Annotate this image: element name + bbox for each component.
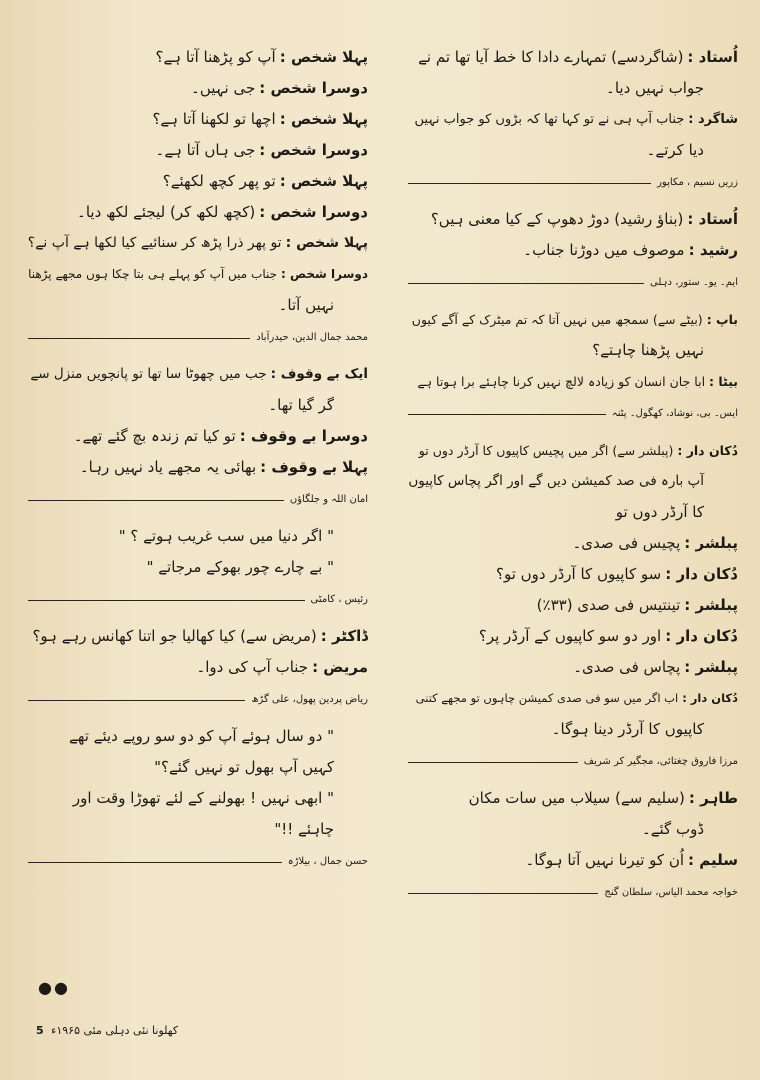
joke-doctor-patient	[28, 621, 368, 683]
dialogue-text: موصوف میں دوڑنا جناب۔	[523, 241, 685, 259]
dialogue-line	[28, 42, 368, 73]
dialogue-text: اور دو سو کاپیوں کے آرڈر پر؟	[478, 627, 662, 645]
speaker-label: پہلا شخص :	[279, 172, 368, 190]
dialogue-line	[28, 73, 368, 104]
credit-rule	[28, 338, 250, 339]
credit-rule	[408, 414, 606, 415]
dialogue-text: (سلیم سے) سیلاب میں سات مکان	[468, 789, 685, 807]
dialogue-text: جب میں چھوٹا سا تھا تو پانچویں منزل سے	[30, 366, 267, 382]
joke-teacher-student	[408, 42, 738, 166]
dialogue-text: تو پھر ذرا پڑھ کر سنائیے کیا لکھا ہے آپ نے؟	[27, 235, 282, 251]
credit-text: ریاض پردین پھول، علی گڑھ	[251, 694, 368, 705]
dialogue-text: جناب میں آپ کو پہلے ہی بتا چکا ہوں مجھے پڑھنا	[28, 267, 278, 281]
credit-text: مرزا فاروق چغتائی، مجگیر کر شریف	[583, 756, 738, 767]
credit-rule	[28, 600, 305, 601]
dialogue-text: تینتیس فی صدی (۳۳٪)	[536, 596, 681, 614]
credit-rule	[408, 893, 598, 894]
page-footer	[36, 1024, 178, 1037]
dialogue-text: (کچھ لکھ کر) لیجئے لکھ دیا۔	[77, 203, 256, 221]
dialogue-line	[408, 845, 738, 876]
credit	[408, 884, 738, 902]
joke-tahir-saleem	[408, 783, 738, 876]
credit-text: رئیس ، کامٹی	[310, 594, 368, 605]
credit-rule	[408, 283, 644, 284]
dialogue-line	[28, 552, 368, 583]
dialogue-line	[408, 652, 738, 683]
dialogue-line	[28, 228, 368, 259]
dialogue-text: " اگر دنیا میں سب غریب ہوتے ؟ "	[118, 527, 334, 545]
speaker-label: دوسرا شخص :	[259, 141, 368, 159]
credit-text: خواجہ محمد الیاس، سلطان گنج	[604, 887, 738, 898]
speaker-label: ایک بے وقوف :	[270, 366, 368, 382]
speaker-label: پہلا شخص :	[279, 110, 368, 128]
dialogue-text: جی ہاں آتا ہے۔	[155, 141, 256, 159]
dialogue-line	[28, 721, 368, 752]
dialogue-line	[408, 73, 738, 104]
speaker-label: پہلا شخص :	[279, 48, 368, 66]
speaker-label: پبلشر :	[684, 534, 738, 552]
credit	[28, 591, 368, 609]
dialogue-text: آپ کو پڑھنا آتا ہے؟	[155, 48, 276, 66]
credit	[408, 274, 738, 292]
dialogue-line	[408, 304, 738, 335]
speaker-label: پہلا شخص :	[285, 235, 368, 251]
dialogue-text: بھائی یہ مجھے یاد نہیں رہا۔	[79, 458, 257, 476]
credit-text: حسن جمال ، بیلاڑہ	[287, 856, 368, 867]
dialogue-text: " ابھی نہیں ! بھولنے کے لئے تھوڑا وقت اور	[72, 789, 334, 807]
dialogue-line	[28, 752, 368, 783]
dialogue-text: پچاس فی صدی۔	[573, 658, 681, 676]
credit-rule	[28, 862, 282, 863]
speaker-label: ڈاکٹر :	[320, 627, 368, 645]
dialogue-line	[408, 814, 738, 845]
credit	[408, 753, 738, 771]
dialogue-text: کہیں آپ بھول تو نہیں گئے؟"	[154, 758, 334, 776]
dialogue-line	[28, 452, 368, 483]
dialogue-text: اب اگر میں سو فی صدی کمیشن چاہوں تو مجھے کتنی	[415, 691, 679, 705]
dialogue-line	[28, 783, 368, 814]
dialogue-text: جواب نہیں دیا۔	[606, 79, 704, 97]
credit-text: امان اللہ و جلگاؤں	[289, 494, 368, 505]
footer-text: کھلونا نئی دہلی مئی ۱۹۶۵ء	[51, 1024, 179, 1037]
dialogue-text: نہیں پڑھنا چاہتے؟	[592, 341, 704, 359]
dialogue-text: " بے چارے چور بھوکے مرجاتے "	[146, 558, 334, 576]
joke-father-son	[408, 304, 738, 397]
dialogue-text: (بناؤ رشید) دوڑ دھوپ کے کیا معنی ہیں؟	[430, 210, 684, 228]
credit	[28, 691, 368, 709]
dialogue-line	[28, 621, 368, 652]
credit	[408, 405, 738, 423]
credit-text: ایم۔ یو۔ ستور، دہلی	[650, 277, 738, 288]
dialogue-text: (مریض سے) کیا کھالیا جو اتنا کھانس رہے ہو؟	[32, 627, 317, 645]
dialogue-line	[28, 814, 368, 845]
dialogue-line	[28, 521, 368, 552]
dialogue-line	[408, 590, 738, 621]
credit-rule	[28, 700, 245, 701]
speaker-label: دوسرا شخص :	[259, 79, 368, 97]
joke-teacher-rashid	[408, 204, 738, 266]
dialogue-line	[408, 559, 738, 590]
joke-poor-world	[28, 521, 368, 583]
dialogue-text: اچھا تو لکھنا آتا ہے؟	[152, 110, 276, 128]
joke-loan	[28, 721, 368, 845]
dialogue-line	[408, 783, 738, 814]
speaker-label: پبلشر :	[684, 596, 738, 614]
speaker-label: بیٹا :	[709, 374, 738, 389]
credit-rule	[28, 500, 284, 501]
dialogue-line	[408, 42, 738, 73]
dialogue-text: چاہئے !!"	[274, 820, 334, 838]
dialogue-line	[408, 204, 738, 235]
credit	[28, 329, 368, 347]
dialogue-text: کا آرڈر دوں تو	[615, 503, 704, 521]
dialogue-line	[28, 652, 368, 683]
credit-rule	[408, 762, 578, 763]
speaker-label: سلیم :	[688, 851, 738, 869]
dialogue-text: اُن کو تیرنا نہیں آتا ہوگا۔	[525, 851, 685, 869]
speaker-label: پبلشر :	[684, 658, 738, 676]
credit-rule	[408, 183, 651, 184]
speaker-label: طاہر :	[688, 789, 738, 807]
dialogue-text: " دو سال ہوئے آپ کو دو سو روپے دیئے تھے	[69, 727, 334, 745]
dialogue-line	[408, 683, 738, 714]
dialogue-text: کاپیوں کا آرڈر دینا ہوگا۔	[551, 720, 704, 738]
speaker-label: دُکان دار :	[682, 691, 738, 705]
dialogue-line	[28, 390, 368, 421]
dialogue-text: جناب آپ کی دوا۔	[196, 658, 309, 676]
dialogue-line	[28, 104, 368, 135]
speaker-label: دُکان دار :	[665, 627, 738, 645]
dialogue-text: جی نہیں۔	[191, 79, 256, 97]
dialogue-text: گر گیا تھا۔	[268, 396, 334, 414]
joke-two-persons	[28, 42, 368, 321]
credit	[28, 491, 368, 509]
speaker-label: باپ :	[706, 312, 738, 327]
speaker-label: اُستاد :	[687, 210, 738, 228]
left-column	[28, 42, 368, 883]
speaker-label: پہلا بے وقوف :	[260, 458, 368, 476]
dialogue-line	[408, 497, 738, 528]
credit-text: زریں نسیم ، مکاپور	[657, 177, 738, 188]
speaker-label: دُکان دار :	[665, 565, 738, 583]
dialogue-text: (بیٹے سے) سمجھ میں نہیں آتا کہ تم میٹرک کے آگے کیوں	[411, 312, 703, 327]
dialogue-text: (شاگردسے) تمہارے دادا کا خط آیا تھا تم نے	[418, 48, 684, 66]
dialogue-line	[408, 466, 738, 497]
speaker-label: شاگرد :	[688, 112, 738, 127]
dialogue-line	[408, 135, 738, 166]
dialogue-text: تو پھر کچھ لکھئے؟	[162, 172, 276, 190]
dialogue-text: دیا کرتے۔	[646, 141, 704, 159]
joke-shopkeeper-publisher	[408, 435, 738, 745]
dialogue-text: آپ بارہ فی صد کمیشن دیں گے اور اگر پچاس کاپیوں	[408, 473, 704, 489]
dialogue-text: نہیں آتا۔	[278, 296, 334, 314]
credit	[28, 853, 368, 871]
speaker-label: دوسرا شخص :	[281, 267, 368, 281]
dialogue-line	[408, 335, 738, 366]
right-column	[408, 42, 738, 914]
speaker-label: دوسرا شخص :	[259, 203, 368, 221]
credit-text: محمد جمال الدین، حیدرآباد	[256, 332, 368, 343]
dialogue-line	[408, 528, 738, 559]
dialogue-text: (پبلشر سے) اگر میں پچیس کاپیوں کا آرڈر دوں تو	[418, 443, 674, 458]
speaker-label: مریض :	[312, 658, 368, 676]
dialogue-line	[408, 104, 738, 135]
credit	[408, 174, 738, 192]
dialogue-line	[28, 359, 368, 390]
bullet-ornament: ●●	[38, 978, 70, 997]
speaker-label: رشید :	[688, 241, 738, 259]
page-number: 5	[36, 1024, 44, 1037]
dialogue-line	[28, 197, 368, 228]
dialogue-line	[28, 135, 368, 166]
dialogue-line	[28, 259, 368, 290]
dialogue-line	[408, 235, 738, 266]
dialogue-line	[28, 421, 368, 452]
dialogue-line	[28, 166, 368, 197]
dialogue-text: پچیس فی صدی۔	[572, 534, 681, 552]
dialogue-line	[408, 714, 738, 745]
dialogue-text: ڈوب گئے۔	[641, 820, 704, 838]
joke-fools	[28, 359, 368, 483]
speaker-label: دُکان دار :	[677, 443, 738, 458]
dialogue-text: جناب آپ ہی نے تو کہا تھا کہ بڑوں کو جواب نہیں	[414, 112, 685, 127]
speaker-label: دوسرا بے وقوف :	[239, 427, 368, 445]
credit-text: ایس۔ بی، نوشاد، کھگول۔ پٹنہ	[611, 408, 738, 419]
dialogue-line	[28, 290, 368, 321]
dialogue-text: تو کیا تم زندہ بچ گئے تھے۔	[73, 427, 236, 445]
dialogue-line	[408, 435, 738, 466]
dialogue-text: سو کاپیوں کا آرڈر دوں تو؟	[496, 565, 662, 583]
dialogue-line	[408, 621, 738, 652]
dialogue-line	[408, 366, 738, 397]
speaker-label: اُستاد :	[687, 48, 738, 66]
dialogue-text: ابا جان انسان کو زیادہ لالچ نہیں کرنا چاہئے برا ہوتا ہے	[417, 374, 706, 389]
